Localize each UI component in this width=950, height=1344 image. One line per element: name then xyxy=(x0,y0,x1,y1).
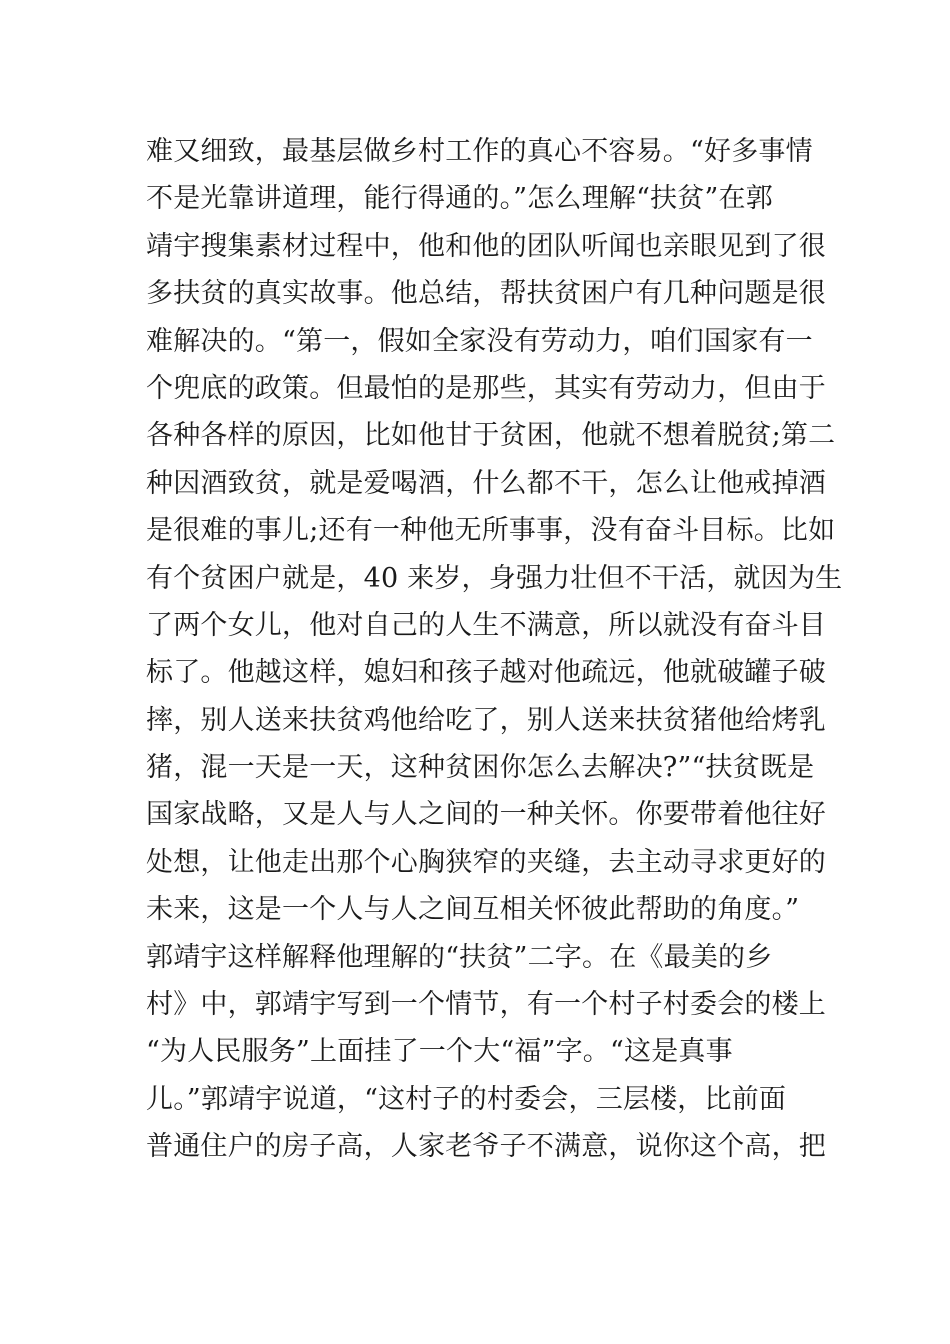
text-line: 了两个女儿，他对自己的人生不满意，所以就没有奋斗目 xyxy=(146,609,826,641)
text-line: 郭靖宇这样解释他理解的“扶贫”二字。在《最美的乡 xyxy=(146,941,773,973)
text-line: “为人民服务”上面挂了一个大“福”字。“这是真事 xyxy=(146,1036,733,1068)
text-line: 儿。”郭靖宇说道，“这村子的村委会，三层楼，比前面 xyxy=(146,1083,787,1115)
text-line: 摔，别人送来扶贫鸡他给吃了，别人送来扶贫猪他给烤乳 xyxy=(146,704,826,736)
text-line: 靖宇搜集素材过程中，他和他的团队听闻也亲眼见到了很 xyxy=(146,230,826,262)
text-line: 难解决的。“第一，假如全家没有劳动力，咱们国家有一 xyxy=(146,325,813,357)
text-line: 不是光靠讲道理，能行得通的。”怎么理解“扶贫”在郭 xyxy=(146,183,773,215)
text-line: 未来，这是一个人与人之间互相关怀彼此帮助的角度。” xyxy=(146,894,800,926)
body-text xyxy=(146,128,843,1171)
text-line: 国家战略，又是人与人之间的一种关怀。你要带着他往好 xyxy=(146,799,826,831)
text-line: 普通住户的房子高，人家老爷子不满意，说你这个高，把 xyxy=(146,1131,826,1163)
text-line: 处想，让他走出那个心胸狭窄的夹缝，去主动寻求更好的 xyxy=(146,846,826,878)
text-line: 种因酒致贫，就是爱喝酒，什么都不干，怎么让他戒掉酒 xyxy=(146,467,826,499)
text-line: 多扶贫的真实故事。他总结，帮扶贫困户有几种问题是很 xyxy=(146,278,826,310)
text-line: 难又细致，最基层做乡村工作的真心不容易。“好多事情 xyxy=(146,136,813,167)
text-line: 个兜底的政策。但最怕的是那些，其实有劳动力，但由于 xyxy=(146,372,826,404)
text-line: 村》中，郭靖宇写到一个情节，有一个村子村委会的楼上 xyxy=(146,989,826,1021)
text-line: 标了。他越这样，媳妇和孩子越对他疏远，他就破罐子破 xyxy=(146,657,826,689)
text-line: 各种各样的原因，比如他甘于贫困，他就不想着脱贫;第二 xyxy=(146,420,836,452)
text-line: 猪，混一天是一天，这种贫困你怎么去解决?”“扶贫既是 xyxy=(146,752,815,784)
text-line: 有个贫困户就是，40 来岁，身强力壮但不干活，就因为生 xyxy=(146,562,843,594)
text-line: 是很难的事儿;还有一种他无所事事，没有奋斗目标。比如 xyxy=(146,515,836,547)
